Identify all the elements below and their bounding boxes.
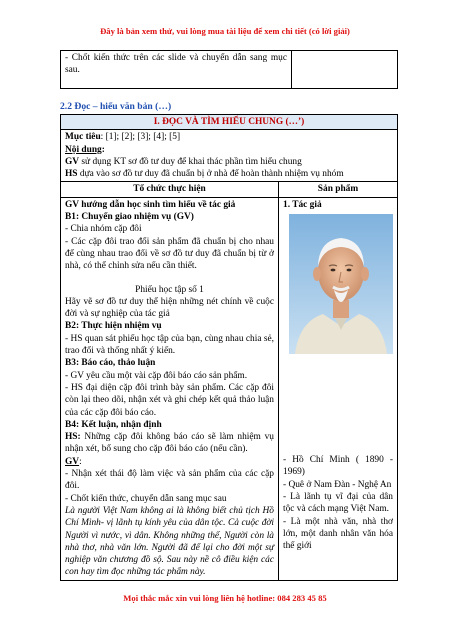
hs-text: dựa vào sơ đồ tư duy đã chuẩn bị ở nhà để hoàn thành nhiệm vụ nhóm [77, 169, 344, 180]
gv-text: sử dụng KT sơ đồ tư duy để khai thác phần tìm hiểu chung [79, 156, 302, 167]
author-heading: 1. Tác giả [283, 199, 322, 210]
content-colon: : [101, 144, 105, 155]
step-1-title: B1: Chuyển giao nhiệm vụ (GV) [65, 212, 194, 223]
product-cell [279, 197, 398, 580]
objective-label: Mục tiêu [65, 132, 101, 143]
previous-activity-table [60, 50, 398, 89]
preview-banner: Đây là bản xem thử, vui lòng mua tài liệu để xem chi tiết (có lời giải) [100, 26, 350, 36]
author-portrait-image [289, 214, 393, 354]
step-3-line-2: - HS đại diện cặp đôi trình bày sản phẩm. Các cặp đôi còn lại theo dõi, nhận xét và ghi chép kết quả thảo luận của các cặp đôi báo cáo. [65, 382, 274, 418]
step-2-text: - HS quan sát phiếu học tập của bạn, cùng nhau chia sẻ, trao đổi và thống nhất ý kiến. [65, 333, 274, 357]
content-label: Nội dung [65, 144, 102, 155]
table-title: I. ĐỌC VÀ TÌM HIỂU CHUNG (…’) [61, 115, 398, 130]
step-3-line-1: - GV yêu cầu một vài cặp đôi báo cáo sản phẩm. [65, 370, 248, 381]
author-fact-1: - Hồ Chí Minh ( 1890 - 1969) [283, 455, 393, 478]
gv-label: GV [65, 156, 80, 167]
hotline-footer: Mọi thắc mắc xin vui lòng liên hệ hotline: 084 283 45 85 [123, 593, 327, 603]
step-1-line-1: - Chia nhóm cặp đôi [65, 224, 142, 235]
step-4-title: B4: Kết luận, nhận định [65, 419, 162, 430]
step-1-line-2: - Các cặp đôi trao đổi sản phẩm đã chuẩn bị cho nhau để cùng nhau trao đổi về sơ đồ tư duy đã chuẩn bị từ ở nhà, có thể chỉnh sửa nếu cần thiết. [65, 236, 274, 272]
author-fact-2: - Quê ở Nam Đàn - Nghệ An [283, 479, 392, 490]
objective-text: : [1]; [2]; [3]; [4]; [5] [100, 132, 181, 143]
worksheet-title: Phiếu học tập số 1 [135, 284, 204, 295]
step-4-hs-text: Những cặp đôi không báo cáo sẽ làm nhiệm vụ nhận xét, bổ sung cho cặp đôi báo cáo (nếu cần). [65, 432, 274, 455]
author-fact-3: - Là lãnh tụ vĩ đại của dân tộc và cách mạng Việt Nam. [283, 491, 393, 515]
step-4-gv-label: GV [65, 456, 80, 467]
column-header-process: Tổ chức thực hiện [61, 182, 279, 197]
step-3-title: B3: Báo cáo, thảo luận [65, 358, 156, 369]
step-2-title: B2: Thực hiện nhiệm vụ [65, 321, 162, 332]
author-fact-4: - Là một nhà văn, nhà thơ lớn, một danh nhân văn hóa thế giới [283, 516, 393, 552]
step-4-gv-colon: : [79, 456, 82, 467]
reading-activity-table [60, 114, 398, 581]
process-heading: GV hướng dẫn học sinh tìm hiểu về tác giả [65, 199, 236, 210]
process-cell [61, 197, 279, 580]
step-4-hs-label: HS: [65, 432, 81, 443]
previous-activity-right-cell [292, 51, 398, 89]
step-4-gv-line-1: - Nhận xét thái độ làm việc và sản phẩm của các cặp đôi. [65, 469, 274, 492]
step-4-gv-line-2: - Chốt kiến thức, chuyển dẫn sang mục sau [65, 493, 227, 504]
transition-paragraph: Là người Việt Nam không ai là không biết chủ tịch Hồ Chí Minh- vị lãnh tụ kính yêu của dân tộc. Cả cuộc đời Người vì nước, vì dân. Không những thế, Người còn là nhà thơ, nhà văn lớn. Người đã để lại cho đời một sự nghiệp văn chương đồ sộ. Sau này nề cô điều kiện các con hay tìm đọc những tác phẩm này. [65, 505, 274, 578]
intro-cell [61, 130, 398, 182]
section-heading: 2.2 Đọc – hiểu văn bản (…) [60, 101, 172, 112]
column-header-product: Sản phẩm [279, 182, 398, 197]
previous-activity-left-cell: - Chốt kiến thức trên các slide và chuyển dẫn sang mục sau. [61, 51, 292, 89]
worksheet-text: Hãy vẽ sơ đồ tư duy thể hiện những nét chính về cuộc đời và sự nghiệp của tác giả [65, 296, 274, 320]
hs-label: HS [65, 169, 78, 180]
